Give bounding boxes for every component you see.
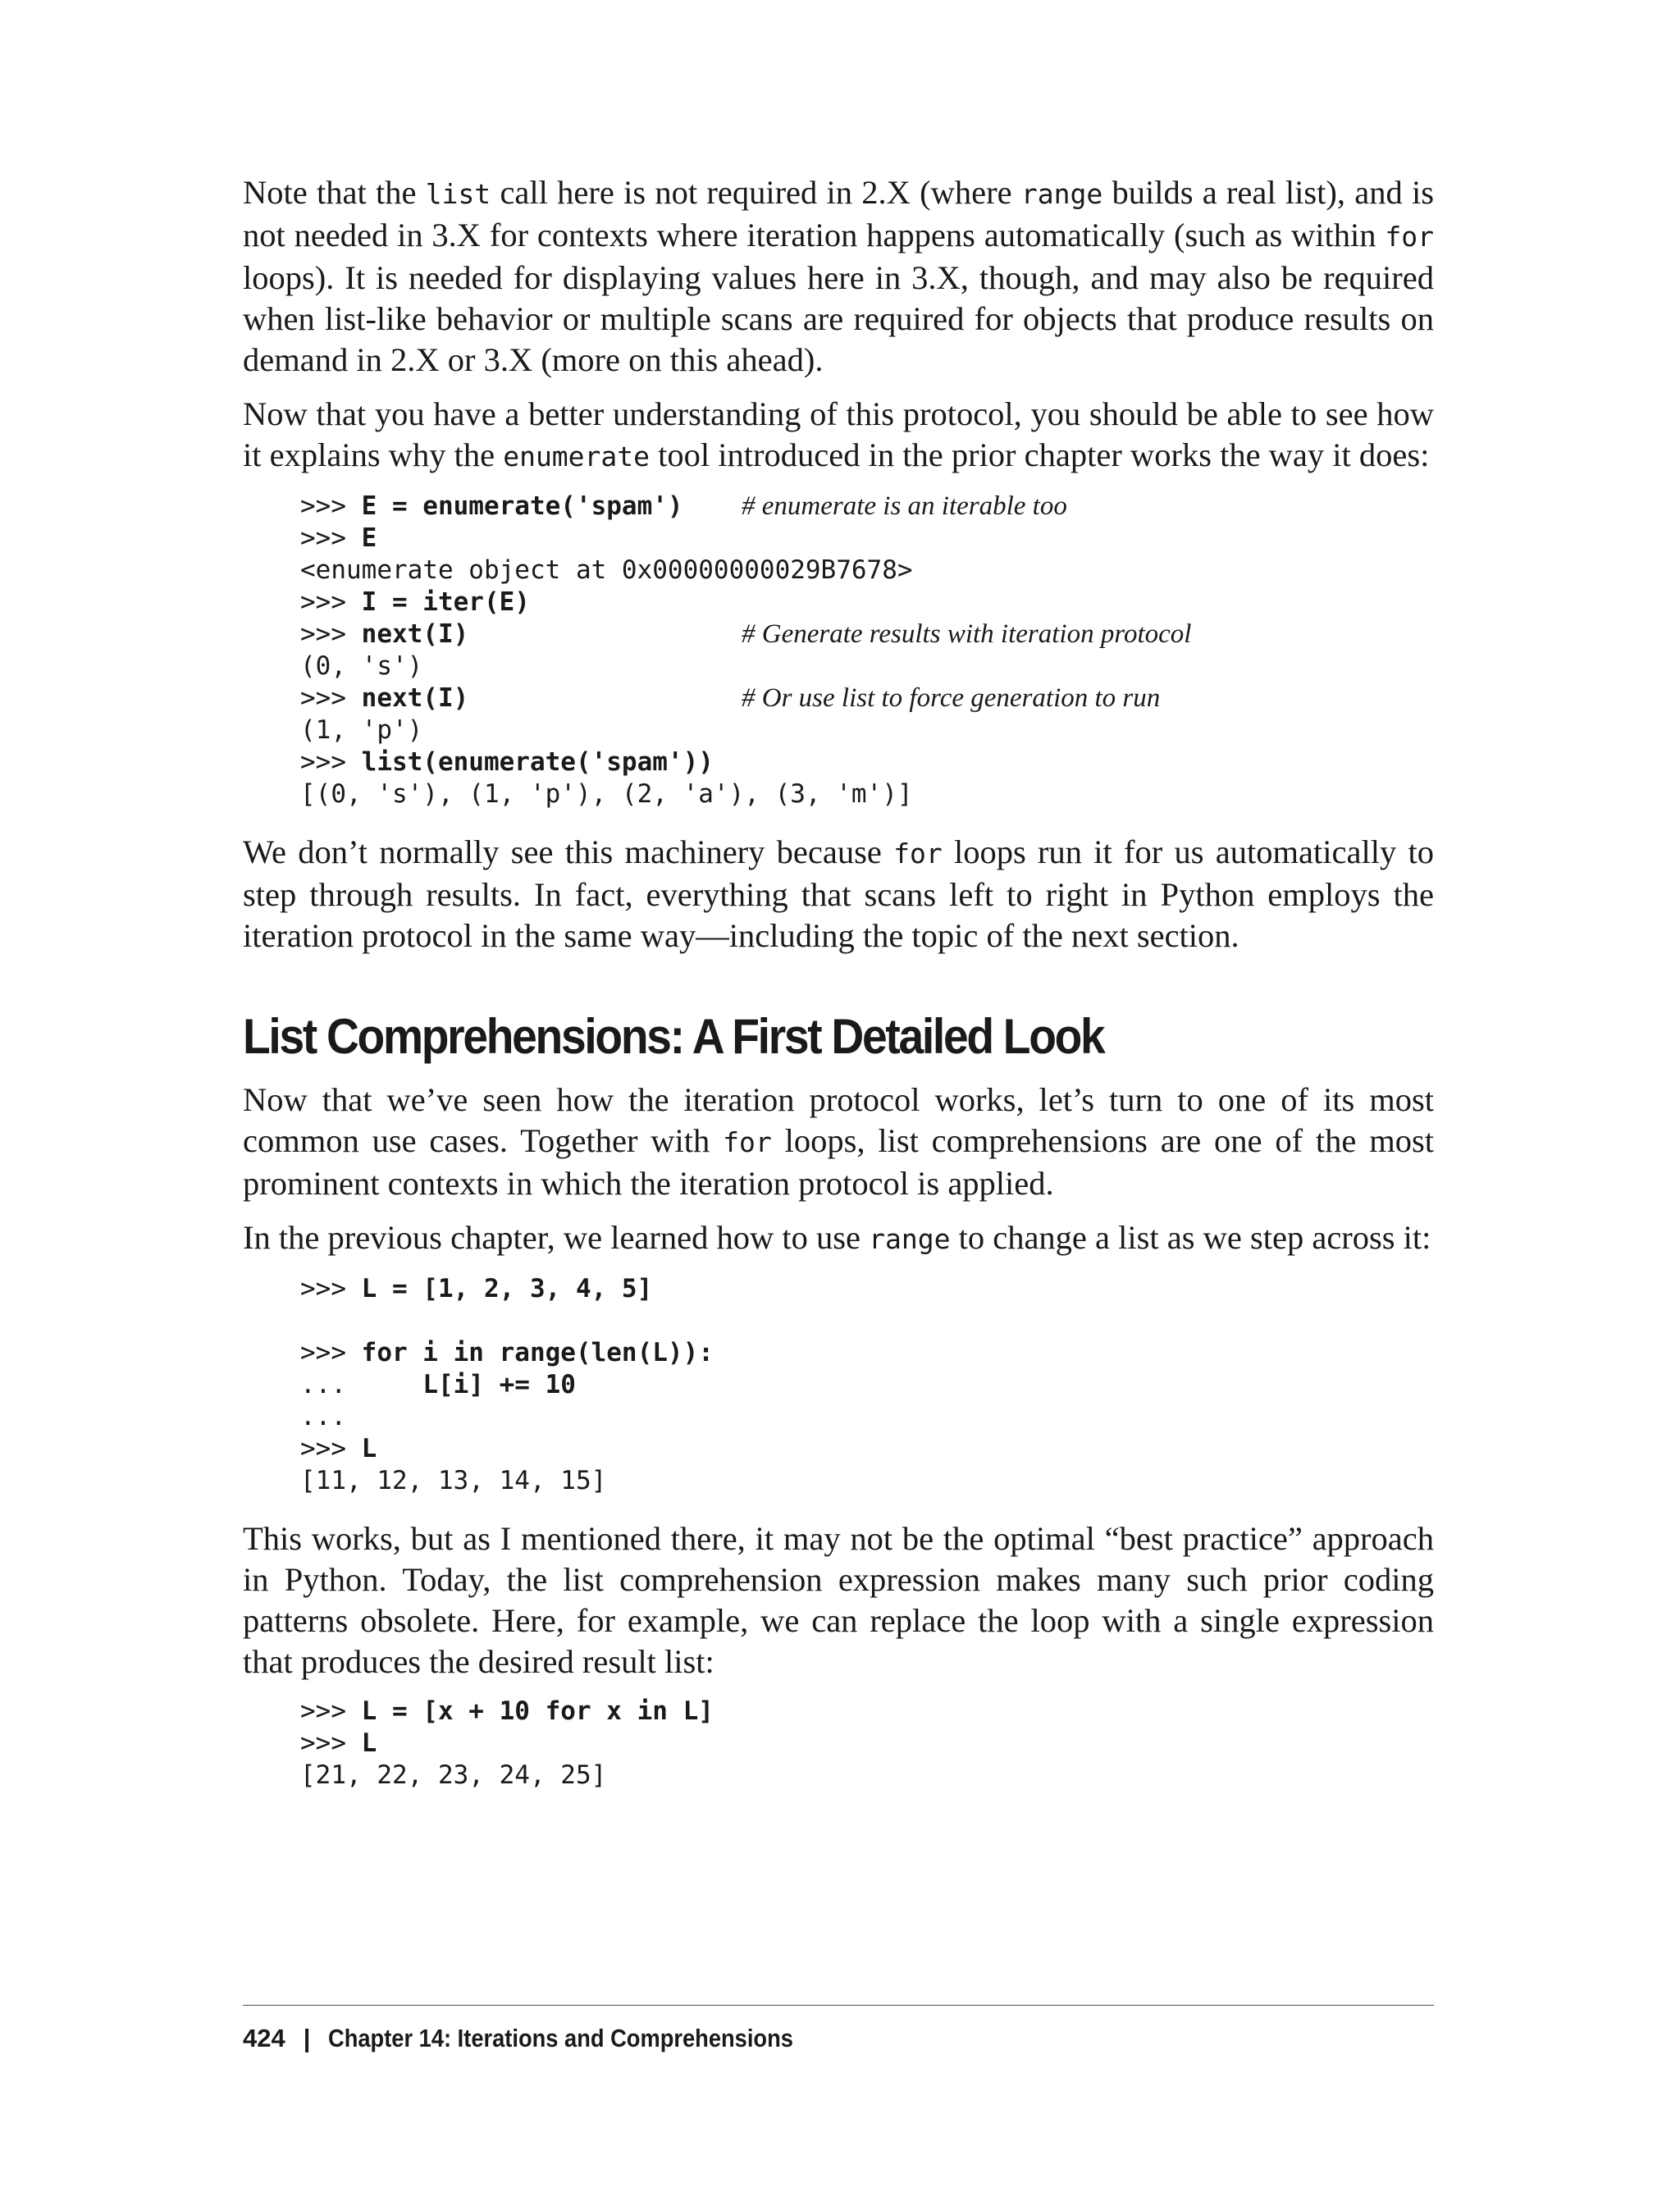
text: This works, but as I mentioned there, it may not be the optimal “best practice” approach in Python. Today, the list comprehension expression makes many such prior coding patterns obsolete. Here, for example, we can replace the loop with a single expression that produces the desired result list: [243,1520,1434,1680]
code-comment: # Generate results with iteration protocol [742,619,1192,649]
text: We don’t normally see this machinery because [243,833,894,870]
code-output: [(0, 's'), (1, 'p'), (2, 'a'), (3, 'm')] [300,779,913,809]
code-input: E [361,523,377,553]
code-line [300,619,1434,651]
code-line [300,1305,1434,1337]
code-prompt: >>> [300,491,362,521]
code-input: next(I) [361,683,469,713]
code-output: [21, 22, 23, 24, 25] [300,1760,607,1790]
code-command [300,1728,377,1760]
code-line [300,746,1434,778]
paragraph-use-cases [243,1080,1434,1204]
text: loops, list comprehensions are one of the most prominent contexts in which the iteration protocol is applied. [243,1122,1434,1202]
code-command [300,1337,714,1369]
code-comment: # Or use list to force generation to run [742,683,1161,713]
code-line [300,714,1434,746]
code-command [300,1433,377,1465]
code-line [300,778,1434,810]
text: builds a real list), and is not needed in 3.X for contexts where iteration happens automatically (such as within [243,174,1434,253]
code-output: [11, 12, 13, 14, 15] [300,1466,607,1495]
code-prompt: >>> [300,1338,362,1367]
code-command [300,523,377,555]
code-line [300,1433,1434,1465]
inline-code: for [723,1126,772,1158]
inline-code: enumerate [503,441,651,472]
code-command [300,682,742,714]
code-block-list-comprehension [300,1696,1434,1792]
code-command [300,1401,346,1433]
code-input: L = [1, 2, 3, 4, 5] [361,1274,653,1303]
code-command [300,1696,714,1728]
footer-separator: | [303,2024,311,2052]
inline-code: range [869,1223,951,1255]
code-prompt: >>> [300,1728,362,1758]
code-command [300,491,742,523]
text: Now that we’ve seen how the iteration protocol works, let’s turn to one of its most common use cases. Together with [243,1081,1434,1159]
page-footer [243,2005,1434,2053]
text: call here is not required in 2.X (where [491,174,1021,211]
code-line [300,682,1434,714]
text: In the previous chapter, we learned how to use [243,1219,870,1256]
code-prompt: >>> [300,683,362,713]
code-prompt: >>> [300,1696,362,1726]
code-command [300,1273,652,1305]
code-output: <enumerate object at 0x00000000029B7678> [300,555,913,585]
code-block-range-loop [300,1273,1434,1497]
text: Note that the [243,174,426,211]
code-line [300,587,1434,619]
code-block-enumerate [300,491,1434,810]
paragraph-enumerate-intro [243,394,1434,477]
text: loops run it for us automatically to step through results. In fact, everything that scans left to right in Python employs the iteration protocol in the same way—including the topic of the next section. [243,833,1434,954]
code-line [300,1728,1434,1760]
code-prompt: ... [300,1370,423,1399]
code-prompt: >>> [300,587,362,617]
code-output: (0, 's') [300,651,423,681]
text: tool introduced in the prior chapter works the way it does: [650,436,1430,473]
code-input: I = iter(E) [361,587,530,617]
inline-code: range [1020,178,1103,210]
code-line [300,1760,1434,1792]
code-prompt: >>> [300,747,362,777]
code-line [300,555,1434,587]
code-input: for i in range(len(L)): [361,1338,714,1367]
code-line [300,1401,1434,1433]
page-content [243,172,1434,1813]
code-line [300,523,1434,555]
code-line [300,1465,1434,1497]
paragraph-machinery [243,832,1434,956]
code-input: list(enumerate('spam')) [361,747,714,777]
code-command [300,619,742,651]
code-input: L [361,1728,377,1758]
code-input: next(I) [361,619,469,649]
code-prompt: >>> [300,1434,362,1463]
paragraph-list-call-note [243,172,1434,381]
code-line [300,1273,1434,1305]
code-line [300,1337,1434,1369]
code-input: L [361,1434,377,1463]
inline-code: for [893,838,943,870]
code-input: E = enumerate('spam') [361,491,683,521]
code-prompt: >>> [300,523,362,553]
code-command [300,1369,576,1401]
code-line [300,491,1434,523]
paragraph-range-recap [243,1217,1434,1260]
code-command [300,587,530,619]
code-command [300,746,714,778]
text: loops). It is needed for displaying values here in 3.X, though, and may also be required when list-like behavior or multiple scans are required for objects that produce results on demand in 2.X or 3.X (more on this ahead). [243,259,1434,378]
paragraph-best-practice [243,1518,1434,1682]
code-comment: # enumerate is an iterable too [742,491,1067,521]
code-input: L[i] += 10 [422,1370,576,1399]
text: Now that you have a better understanding of this protocol, you should be able to see how it explains why the [243,395,1434,473]
page-number: 424 [243,2024,285,2052]
inline-code: list [425,178,491,210]
chapter-title: Chapter 14: Iterations and Comprehensions [328,2024,794,2052]
code-prompt: >>> [300,1274,362,1303]
code-prompt: ... [300,1402,346,1431]
code-output: (1, 'p') [300,715,423,745]
code-input: L = [x + 10 for x in L] [361,1696,714,1726]
code-prompt: >>> [300,619,362,649]
text: to change a list as we step across it: [950,1219,1431,1256]
code-line [300,651,1434,682]
code-line [300,1369,1434,1401]
section-heading: List Comprehensions: A First Detailed Look [243,1009,1104,1064]
inline-code: for [1385,221,1434,253]
code-line [300,1696,1434,1728]
